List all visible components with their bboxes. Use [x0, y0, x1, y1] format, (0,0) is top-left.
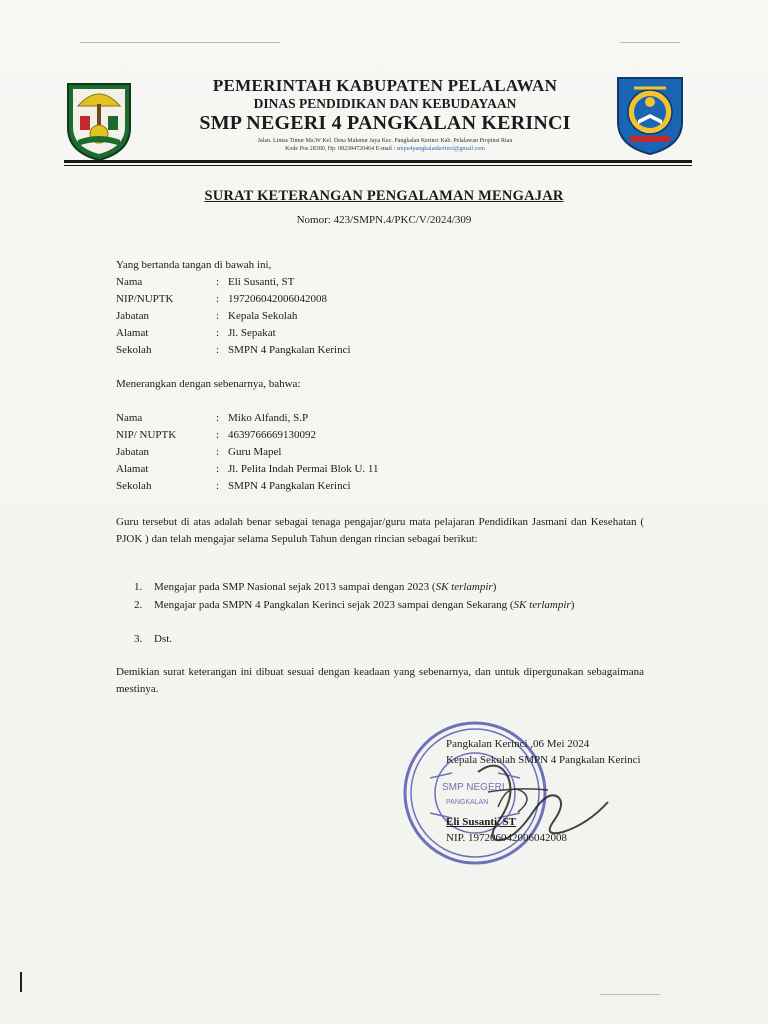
teacher-label: Jabatan: [116, 446, 149, 458]
letterhead-email: smpn4pangkalankerinci@gmail.com: [396, 146, 485, 152]
list-note: SK terlampir: [435, 581, 493, 593]
teacher-label: NIP/ NUPTK: [116, 429, 177, 441]
teacher-label: Nama: [116, 412, 143, 424]
teacher-label: Sekolah: [116, 480, 152, 492]
scan-border-bottom: [600, 994, 660, 995]
letterhead-government: PEMERINTAH KABUPATEN PELALAWAN: [212, 76, 558, 95]
colon: :: [216, 480, 220, 492]
school-logo-icon: [612, 72, 688, 156]
teacher-value: Guru Mapel: [228, 446, 282, 458]
signer-value: Eli Susanti, ST: [228, 276, 295, 288]
colon: :: [216, 344, 220, 356]
scan-border-top: [80, 42, 280, 43]
statement-text: Menerangkan dengan sebenarnya, bahwa:: [116, 378, 301, 390]
letterhead-rule-thick: [64, 160, 692, 163]
scan-border-top-right: [620, 42, 680, 43]
teacher-value: 4639766669130092: [228, 429, 316, 441]
signature-nip: NIP. 197206042006042008: [446, 832, 568, 844]
margin-mark: [20, 972, 22, 992]
list-note-close: ): [570, 599, 575, 611]
colon: :: [216, 293, 220, 305]
letterhead-rule-thin: [64, 165, 692, 166]
document-number: Nomor: 423/SMPN.4/PKC/V/2024/309: [296, 214, 472, 226]
colon: :: [216, 412, 220, 424]
closing-paragraph: Demikian surat keterangan ini dibuat sesuai dengan keadaan yang sebenarnya, dan untuk dipergunakan sebagaimana mestinya.: [116, 666, 644, 695]
list-text-main: Mengajar pada SMP Nasional sejak 2013 sampai dengan 2023 (: [154, 581, 436, 593]
signer-label: Nama: [116, 276, 143, 288]
colon: :: [216, 276, 220, 288]
signer-label: NIP/NUPTK: [116, 293, 174, 305]
list-item: [134, 632, 646, 647]
list-note: SK terlampir: [513, 599, 571, 611]
letterhead-department: DINAS PENDIDIKAN DAN KEBUDAYAAN: [253, 96, 517, 111]
letterhead-school-name: SMP NEGERI 4 PANGKALAN KERINCI: [199, 112, 571, 134]
signature-place-date: Pangkalan Kerinci ,06 Mei 2024: [446, 738, 590, 750]
colon: :: [216, 446, 220, 458]
list-number: 1.: [134, 581, 143, 593]
regency-logo-icon: [64, 76, 134, 162]
signature-position: Kepala Sekolah SMPN 4 Pangkalan Kerinci: [446, 754, 641, 766]
list-item: [134, 580, 646, 595]
colon: :: [216, 429, 220, 441]
signature-name: Eli Susanti, ST: [446, 816, 517, 828]
list-text: Dst.: [154, 633, 173, 645]
signer-value: 197206042006042008: [228, 293, 327, 305]
letterhead-contact-text: Kode Pos 28300, Hp. 082384720464 E-mail :: [285, 146, 397, 152]
teacher-value: Jl. Pelita Indah Permai Blok U. 11: [228, 463, 379, 475]
signer-value: Jl. Sepakat: [228, 327, 276, 339]
letterhead-address: Jalan. Lintas Timur Ma.W Kel. Desa Makmur Jaya Kec. Pangkalan Kerinci Kab. Pelalawan Propinsi Riau: [257, 138, 513, 144]
teacher-label: Alamat: [116, 463, 149, 475]
stamp-subtext: PANGKALAN: [446, 799, 489, 806]
document-title: SURAT KETERANGAN PENGALAMAN MENGAJAR: [204, 188, 564, 204]
letterhead-contact: [150, 146, 620, 152]
intro-text: Yang bertanda tangan di bawah ini,: [116, 259, 272, 271]
signer-label: Alamat: [116, 327, 149, 339]
list-item: [134, 598, 646, 613]
signer-label: Sekolah: [116, 344, 152, 356]
list-text: [154, 580, 646, 595]
stamp-text: SMP NEGERI: [442, 782, 505, 793]
list-number: 3.: [134, 633, 143, 645]
list-text: [154, 598, 646, 613]
list-number: 2.: [134, 599, 143, 611]
signer-value: SMPN 4 Pangkalan Kerinci: [228, 344, 351, 356]
list-note-close: ): [492, 581, 497, 593]
teacher-value: SMPN 4 Pangkalan Kerinci: [228, 480, 351, 492]
colon: :: [216, 310, 220, 322]
colon: :: [216, 463, 220, 475]
handwritten-signature-icon: [438, 752, 628, 862]
list-text-main: Mengajar pada SMPN 4 Pangkalan Kerinci sejak 2023 sampai dengan Sekarang (: [154, 599, 514, 611]
signer-label: Jabatan: [116, 310, 149, 322]
body-paragraph: Guru tersebut di atas adalah benar sebagai tenaga pengajar/guru mata pelajaran Pendidikan Jasmani dan Kesehatan ( PJOK ) dan telah mengajar selama Sepuluh Tahun dengan rincian sebagai berikut:: [116, 516, 644, 545]
signer-value: Kepala Sekolah: [228, 310, 298, 322]
colon: :: [216, 327, 220, 339]
teacher-value: Miko Alfandi, S.P: [228, 412, 309, 424]
